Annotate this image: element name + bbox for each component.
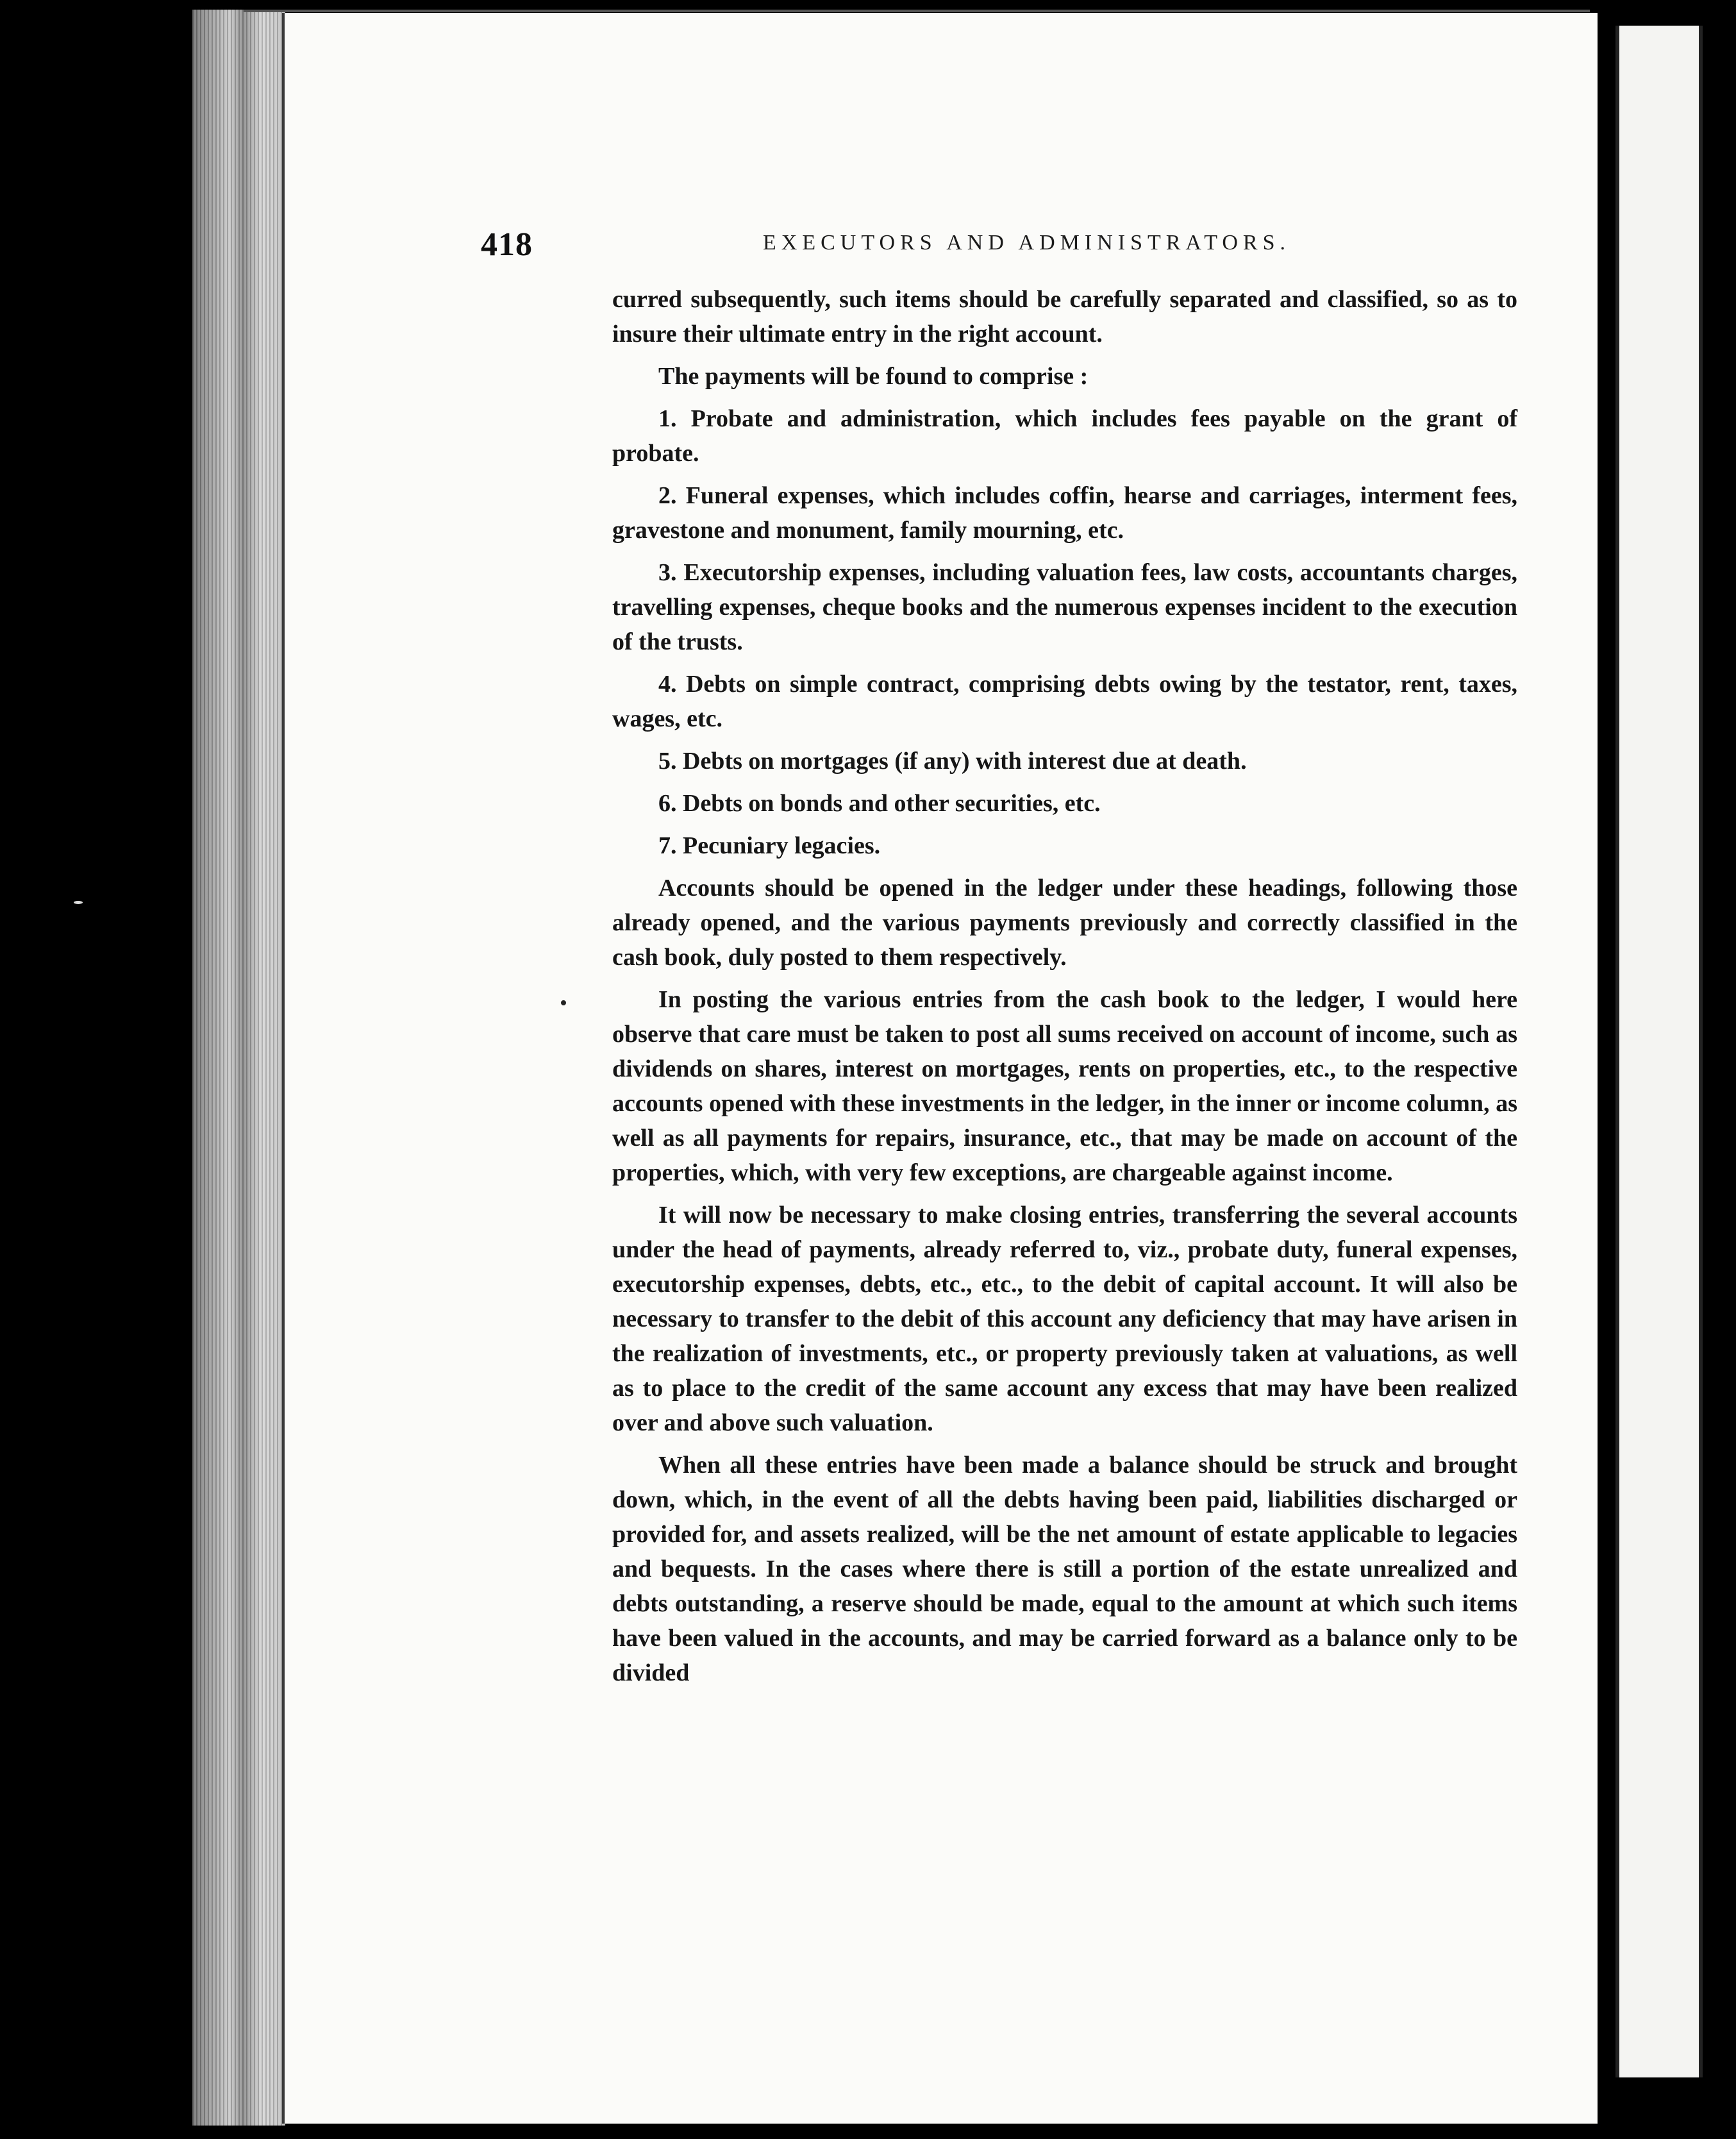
list-item: 5. Debts on mortgages (if any) with interest due at death. (658, 748, 1247, 775)
paragraph: In posting the various entries from the cash book to the ledger, I would here observe that care must be taken to post all sums received on account of income, such as dividends on shares, interest on mortgages, rents on properties, etc., to the respective accounts opened with these investments in the ledger, in the inner or income column, as well as all payments for repairs, insurance, etc., that may be made on account of the properties, which, with very few exceptions, are chargeable against income. (612, 986, 1517, 1186)
paragraph: The payments will be found to comprise : (658, 363, 1089, 390)
running-head: EXECUTORS AND ADMINISTRATORS. (763, 231, 1290, 255)
page-number: 418 (481, 226, 533, 263)
list-item: 1. Probate and administration, which includes fees payable on the grant of probate. (612, 405, 1517, 467)
paragraph: When all these entries have been made a balance should be struck and brought down, which, in the event of all the debts having been paid, liabilities discharged or provided for, and assets realized, will be the net amount of estate applicable to legacies and bequests. In the cases where there is still a portion of the estate unrealized and debts outstanding, a reserve should be made, equal to the amount at which such items have been valued in the accounts, and may be carried forward as a balance only to be divided (612, 1452, 1517, 1686)
body-text (612, 282, 1517, 1698)
list-item: 7. Pecuniary legacies. (658, 832, 881, 859)
list-item: 2. Funeral expenses, which includes coffin, hearse and carriages, interment fees, gravestone and monument, family mourning, etc. (612, 482, 1517, 544)
page-edges-stack (192, 10, 285, 2126)
page-header (481, 226, 1506, 264)
page-top-edge (244, 10, 1590, 12)
paragraph: It will now be necessary to make closing entries, transferring the several accounts under the head of payments, already referred to, viz., probate duty, funeral expenses, executorship expenses, debts, etc., etc., to the debit of capital account. It will also be necessary to transfer to the debit of this account any deficiency that may have arisen in the realization of investments, etc., or property previously taken at valuations, as well as to place to the credit of the same account any excess that may have been realized over and above such valuation. (612, 1202, 1517, 1436)
facing-page-edge (1615, 26, 1703, 2077)
list-item: 3. Executorship expenses, including valuation fees, law costs, accountants charges, travelling expenses, cheque books and the numerous expenses incident to the execution of the trusts. (612, 559, 1517, 655)
list-item: 6. Debts on bonds and other securities, etc. (658, 790, 1101, 817)
scan-speck (561, 1000, 566, 1005)
list-item: 4. Debts on simple contract, comprising debts owing by the testator, rent, taxes, wages, etc. (612, 671, 1517, 732)
paragraph: curred subsequently, such items should be carefully separated and classified, so as to insure their ultimate entry in the right account. (612, 286, 1517, 348)
paragraph: Accounts should be opened in the ledger under these headings, following those already opened, and the various payments previously and correctly classified in the cash book, duly posted to them respectively. (612, 875, 1517, 971)
scan-speck (74, 901, 83, 904)
